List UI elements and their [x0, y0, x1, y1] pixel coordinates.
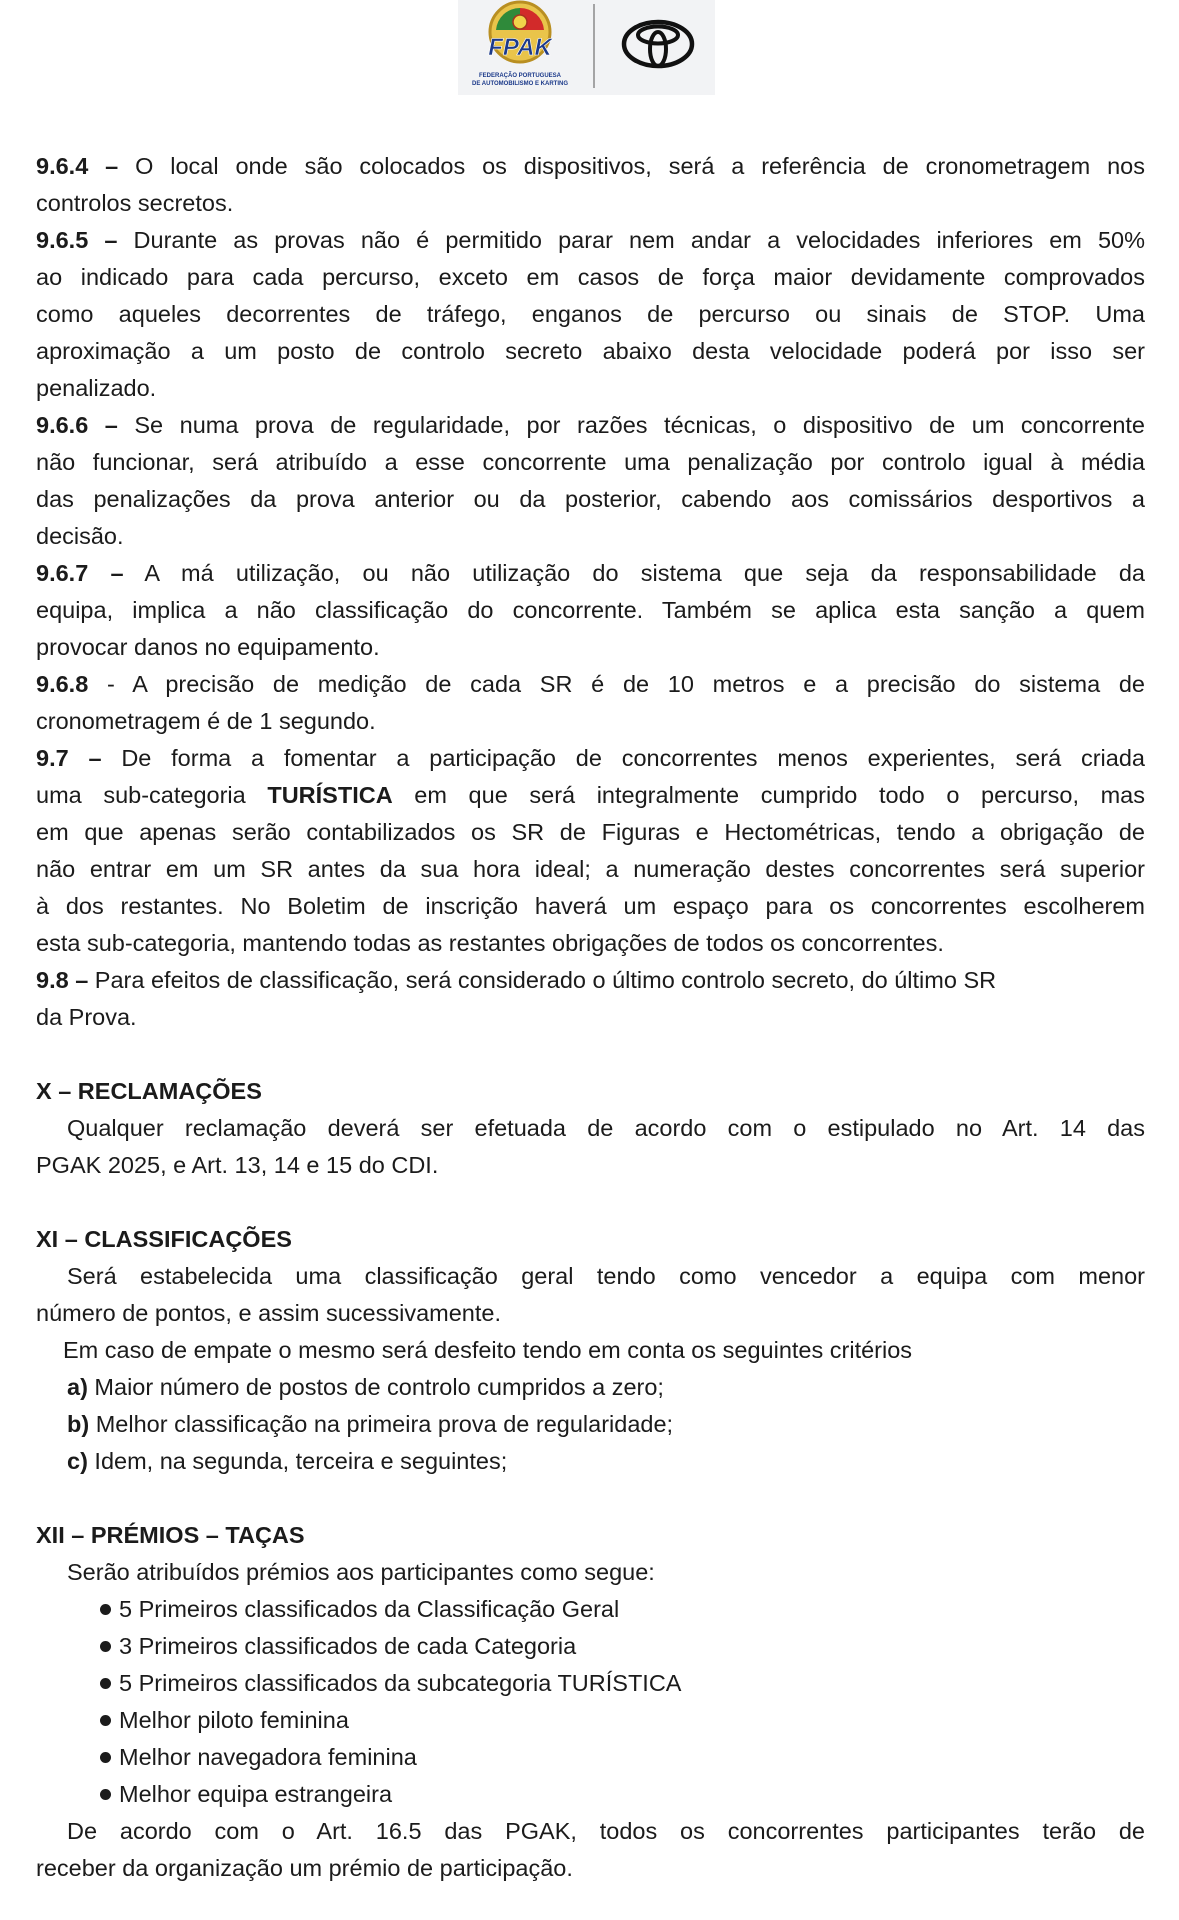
bullet-icon: [100, 1604, 111, 1615]
section-heading-reclamacoes: X – RECLAMAÇÕES: [36, 1078, 262, 1104]
premios-closing-line: receber da organização um prémio de participação.: [36, 1855, 573, 1881]
criterion-label: c): [67, 1448, 88, 1474]
clause-9-8-line: da Prova.: [36, 1004, 137, 1030]
clause-9-6-5-line: como aqueles decorrentes de tráfego, enganos de percurso ou sinais de STOP. Uma: [36, 301, 1145, 327]
fpak-shield-icon: [513, 15, 527, 29]
clause-text: Se numa prova de regularidade, por razões técnicas, o dispositivo de um concorrente: [117, 412, 1146, 438]
classificacoes-line: número de pontos, e assim sucessivamente.: [36, 1300, 502, 1326]
clause-number: 9.6.6 –: [36, 412, 118, 438]
section-heading-premios: XII – PRÉMIOS – TAÇAS: [36, 1522, 305, 1548]
clause-text: Para efeitos de classificação, será considerado o último controlo secreto, do último SR: [88, 967, 997, 993]
clause-9-7-line: em que apenas serão contabilizados os SR de Figuras e Hectométricas, tendo a obrigação de: [36, 819, 1145, 845]
clause-text: - A precisão de medição de cada SR é de 10 metros e a precisão do sistema de: [88, 671, 1145, 697]
blank-line: [36, 1036, 1145, 1073]
prize-text: Melhor piloto feminina: [119, 1707, 349, 1733]
bullet-icon: [100, 1752, 111, 1763]
clause-9-6-7-line: provocar danos no equipamento.: [36, 634, 380, 660]
prize-list-item: [36, 1665, 1145, 1702]
clause-9-7-line: [36, 740, 1145, 777]
clause-9-6-5-line: [36, 222, 1145, 259]
clause-9-7-line: à dos restantes. No Boletim de inscrição haverá um espaço para os concorrentes escolherem: [36, 893, 1145, 919]
clause-number: 9.6.5 –: [36, 227, 118, 253]
clause-number: 9.6.8: [36, 671, 89, 697]
clause-9-6-6-line: [36, 407, 1145, 444]
fpak-logo: [472, 2, 568, 87]
clause-number: 9.8 –: [36, 967, 89, 993]
clause-text: De forma a fomentar a participação de concorrentes menos experientes, será criada: [101, 745, 1145, 771]
clause-text: uma sub-categoria: [36, 782, 268, 808]
prize-list-item: [36, 1591, 1145, 1628]
document-body: [36, 148, 1145, 1887]
bullet-icon: [100, 1678, 111, 1689]
reclamacoes-line: PGAK 2025, e Art. 13, 14 e 15 do CDI.: [36, 1152, 439, 1178]
logo-graphics: [458, 0, 715, 95]
criterion-text: Idem, na segunda, terceira e seguintes;: [87, 1448, 508, 1474]
clause-text: Durante as provas não é permitido parar nem andar a velocidades inferiores em 50%: [117, 227, 1145, 253]
clause-9-6-8-line: [36, 666, 1145, 703]
blank-line: [36, 1480, 1145, 1517]
clause-9-7-line: [36, 777, 1145, 814]
clause-9-7-line: não entrar em um SR antes da sua hora ideal; a numeração destes concorrentes será superior: [36, 856, 1145, 882]
clause-number: 9.6.7 –: [36, 560, 124, 586]
clause-9-6-6-line: decisão.: [36, 523, 124, 549]
criterion-label: b): [67, 1411, 90, 1437]
clause-text: A má utilização, ou não utilização do sistema que seja da responsabilidade da: [123, 560, 1145, 586]
clause-9-6-4-line: [36, 148, 1145, 185]
prize-list-item: [36, 1702, 1145, 1739]
toyota-logo-icon: [624, 22, 692, 66]
prize-text: 3 Primeiros classificados de cada Categoria: [119, 1633, 577, 1659]
criterion-c: [36, 1443, 1145, 1480]
clause-9-8-line: [36, 962, 1145, 999]
clause-number: 9.6.4 –: [36, 153, 119, 179]
clause-9-6-7-line: equipa, implica a não classificação do concorrente. Também se aplica esta sanção a quem: [36, 597, 1145, 623]
clause-9-6-5-line: penalizado.: [36, 375, 157, 401]
clause-9-6-8-line: cronometragem é de 1 segundo.: [36, 708, 376, 734]
bullet-icon: [100, 1715, 111, 1726]
clause-9-6-7-line: [36, 555, 1145, 592]
fpak-subtitle-line-2: DE AUTOMOBILISMO E KARTING: [472, 81, 568, 87]
blank-line: [36, 1184, 1145, 1221]
prize-text: Melhor equipa estrangeira: [119, 1781, 393, 1807]
clause-9-6-6-line: não funcionar, será atribuído a esse concorrente uma penalização por controlo igual à média: [36, 449, 1145, 475]
clause-9-6-6-line: das penalizações da prova anterior ou da posterior, cabendo aos comissários desportivos a: [36, 486, 1145, 512]
fpak-wordmark: FPAK: [488, 34, 552, 61]
reclamacoes-line: Qualquer reclamação deverá ser efetuada de acordo com o estipulado no Art. 14 das: [67, 1115, 1145, 1141]
clause-number: 9.7 –: [36, 745, 102, 771]
bullet-icon: [100, 1641, 111, 1652]
fpak-subtitle-line-1: FEDERAÇÃO PORTUGUESA: [478, 73, 562, 79]
header-logos: [458, 0, 715, 95]
criterion-text: Melhor classificação na primeira prova de regularidade;: [89, 1411, 674, 1437]
prize-list-item: [36, 1628, 1145, 1665]
premios-closing-line: De acordo com o Art. 16.5 das PGAK, todos os concorrentes participantes terão de: [67, 1818, 1145, 1844]
clause-9-6-5-line: ao indicado para cada percurso, exceto em casos de força maior devidamente comprovados: [36, 264, 1145, 290]
clause-9-6-5-line: aproximação a um posto de controlo secreto abaixo desta velocidade poderá por isso ser: [36, 338, 1145, 364]
criterion-a: [36, 1369, 1145, 1406]
prize-text: 5 Primeiros classificados da Classificação Geral: [119, 1596, 620, 1622]
prize-text: 5 Primeiros classificados da subcategoria TURÍSTICA: [119, 1670, 682, 1696]
clause-text: em que será integralmente cumprido todo o percurso, mas: [392, 782, 1145, 808]
tie-break-intro: Em caso de empate o mesmo será desfeito tendo em conta os seguintes critérios: [63, 1337, 913, 1363]
section-heading-classificacoes: XI – CLASSIFICAÇÕES: [36, 1226, 292, 1252]
turistica-emphasis: TURÍSTICA: [267, 782, 393, 808]
criterion-text: Maior número de postos de controlo cumpridos a zero;: [87, 1374, 664, 1400]
criterion-label: a): [67, 1374, 88, 1400]
prize-list-item: [36, 1739, 1145, 1776]
bullet-icon: [100, 1789, 111, 1800]
criterion-b: [36, 1406, 1145, 1443]
clause-9-6-4-line: controlos secretos.: [36, 190, 234, 216]
prize-list-item: [36, 1776, 1145, 1813]
clause-9-7-line: esta sub-categoria, mantendo todas as restantes obrigações de todos os concorrentes.: [36, 930, 944, 956]
prize-text: Melhor navegadora feminina: [119, 1744, 417, 1770]
premios-intro: Serão atribuídos prémios aos participantes como segue:: [67, 1559, 655, 1585]
classificacoes-line: Será estabelecida uma classificação geral tendo como vencedor a equipa com menor: [67, 1263, 1145, 1289]
clause-text: O local onde são colocados os dispositivos, será a referência de cronometragem nos: [118, 153, 1145, 179]
